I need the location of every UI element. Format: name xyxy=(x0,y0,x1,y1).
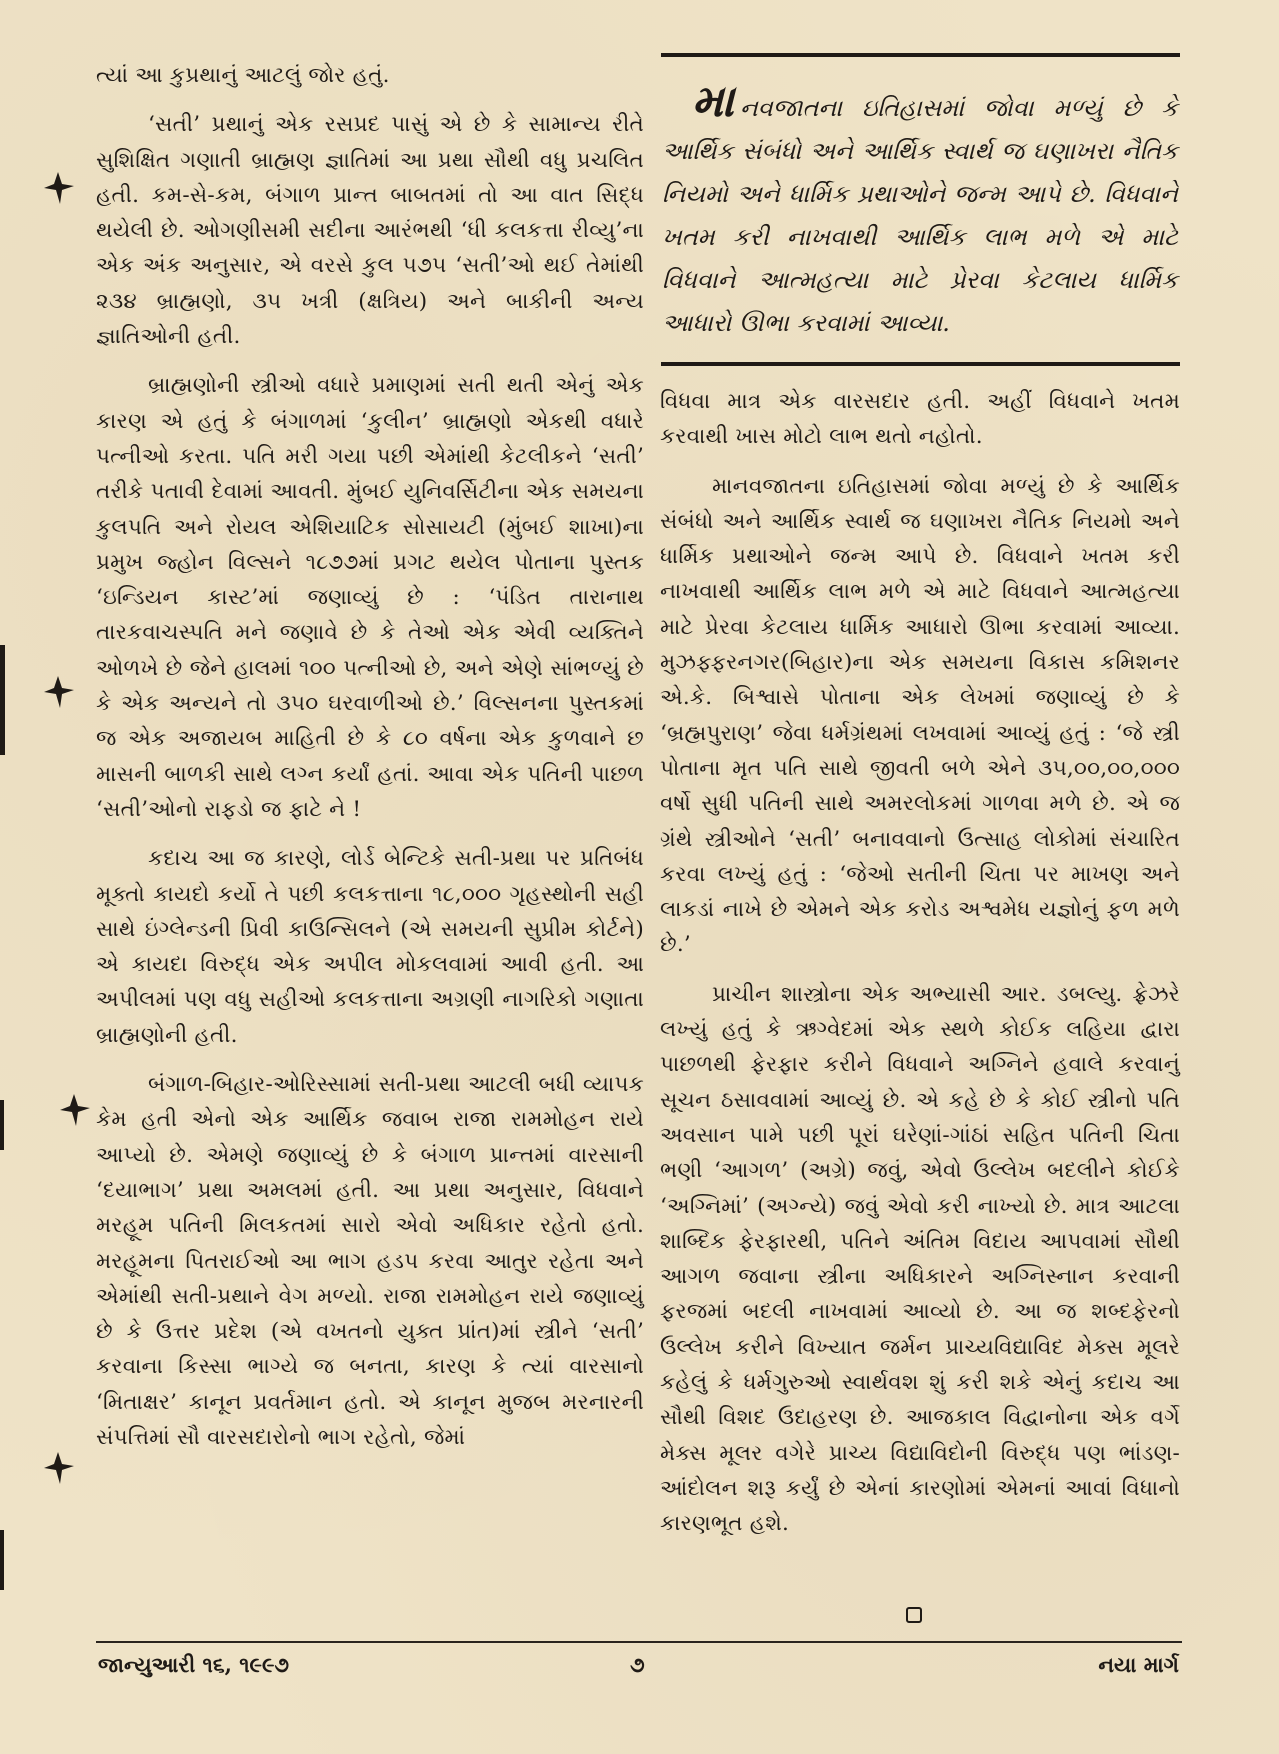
page-edge-mark xyxy=(0,1530,4,1590)
pullquote-text: નવજાતના ઇતિહાસમાં જોવા મળ્યું છે કે આર્થિક સંબંધો અને આર્થિક સ્વાર્થ જ ઘણાખરા નૈતિક નિયમો અને ધાર્મિક પ્રથાઓને જન્મ આપે છે. વિધવાને ખતમ કરી નાખવાથી આર્થિક લાભ મળે એ માટે વિધવાને આત્મહત્યા માટે પ્રેરવા કેટલાય ધાર્મિક આધારો ઊભા કરવામાં આવ્યા. xyxy=(662,94,1178,337)
publication-name: નયા માર્ગ xyxy=(1098,1652,1179,1677)
paragraph: ત્યાં આ કુપ્રથાનું આટલું જોર હતું. xyxy=(96,63,390,88)
binding-hole-icon xyxy=(38,1448,78,1488)
paragraph: બંગાળ-બિહાર-ઓરિસ્સામાં સતી-પ્રથા આટલી બધી વ્યાપક કેમ હતી એનો એક આર્થિક જવાબ રાજા રામમોહન રાયે આપ્યો છે. એમણે જણાવ્યું છે કે બંગાળ પ્રાન્તમાં વારસાની ‘દયાભાગ’ પ્રથા અમલમાં હતી. આ પ્રથા અનુસાર, વિધવાને મરહૂમ પતિની મિલકતમાં સારો એવો અધિકાર રહેતો હતો. મરહૂમના પિતરાઈઓ આ ભાગ હડપ કરવા આતુર રહેતા અને એમાંથી સતી-પ્રથાને વેગ મળ્યો. રાજા રામમોહન રાયે જણાવ્યું છે કે ઉત્તર પ્રદેશ (એ વખતનો યુક્ત પ્રાંત)માં સ્ત્રીને ‘સતી’ કરવાના કિસ્સા ભાગ્યે જ બનતા, કારણ કે ત્યાં વારસાનો ‘મિતાક્ષર’ કાનૂન પ્રવર્તમાન હતો. એ કાનૂન મુજબ મરનારની સંપત્તિમાં સૌ વારસદારોનો ભાગ રહેતો, જેમાં xyxy=(96,1072,644,1450)
paragraph: ‘સતી’ પ્રથાનું એક રસપ્રદ પાસું એ છે કે સામાન્ય રીતે સુશિક્ષિત ગણાતી બ્રાહ્મણ જ્ઞાતિમાં આ પ્રથા સૌથી વધુ પ્રચલિત હતી. કમ-સે-કમ, બંગાળ પ્રાન્ત બાબતમાં તો આ વાત સિદ્ધ થયેલી છે. ઓગણીસમી સદીના આરંભથી ‘ધી કલકત્તા રીવ્યુ’ના એક અંક અનુસાર, એ વરસે કુલ ૫૭૫ ‘સતી’ઓ થઈ તેમાંથી ૨૩૪ બ્રાહ્મણો, ૩૫ ખત્રી (ક્ષત્રિય) અને બાકીની અન્ય જ્ઞાતિઓની હતી. xyxy=(96,112,644,350)
pullquote-dropcap: મા xyxy=(692,76,734,127)
footer-date: જાન્યુઆરી ૧૬, ૧૯૯૭ xyxy=(98,1652,289,1677)
end-of-article-icon xyxy=(906,1607,922,1623)
right-column xyxy=(660,384,1180,1556)
pullquote-bottom-rule xyxy=(661,362,1180,366)
paragraph: વિધવા માત્ર એક વારસદાર હતી. અહીં વિધવાને ખતમ કરવાથી ખાસ મોટો લાભ થતો નહોતો. xyxy=(660,389,1180,450)
paragraph: માનવજાતના ઇતિહાસમાં જોવા મળ્યું છે કે આર્થિક સંબંધો અને આર્થિક સ્વાર્થ જ ઘણાખરા નૈતિક નિયમો અને ધાર્મિક પ્રથાઓને જન્મ આપે છે. વિધવાને ખતમ કરી નાખવાથી આર્થિક લાભ મળે એ માટે વિધવાને આત્મહત્યા માટે પ્રેરવા કેટલાય ધાર્મિક આધારો ઊભા કરવામાં આવ્યા. મુઝફ્ફરનગર(બિહાર)ના એક સમયના વિકાસ કમિશનર એ.કે. બિશ્વાસે પોતાના એક લેખમાં જણાવ્યું છે કે ‘બ્રહ્મપુરાણ’ જેવા ધર્મગ્રંથમાં લખવામાં આવ્યું હતું : ‘જે સ્ત્રી પોતાના મૃત પતિ સાથે જીવતી બળે એને ૩૫,૦૦,૦૦,૦૦૦ વર્ષો સુધી પતિની સાથે અમરલોકમાં ગાળવા મળે છે. એ જ ગ્રંથે સ્ત્રીઓને ‘સતી’ બનાવવાનો ઉત્સાહ લોકોમાં સંચારિત કરવા લખ્યું હતું : ‘જેઓ સતીની ચિતા પર માખણ અને લાકડાં નાખે છે એમને એક કરોડ અશ્વમેધ યજ્ઞોનું ફળ મળે છે.’ xyxy=(660,473,1180,958)
pullquote-top-rule xyxy=(661,53,1180,57)
binding-hole-icon xyxy=(54,1090,94,1130)
page-edge-mark xyxy=(0,1100,4,1150)
page-number: ૭ xyxy=(630,1652,645,1677)
left-column xyxy=(96,58,644,1469)
paragraph: બ્રાહ્મણોની સ્ત્રીઓ વધારે પ્રમાણમાં સતી થતી એનું એક કારણ એ હતું કે બંગાળમાં ‘કુલીન’ બ્રાહ્મણો એકથી વધારે પત્નીઓ કરતા. પતિ મરી ગયા પછી એમાંથી કેટલીકને ‘સતી’ તરીકે પતાવી દેવામાં આવતી. મુંબઈ યુનિવર્સિટીના એક સમયના કુલપતિ અને રોયલ એશિયાટિક સોસાયટી (મુંબઈ શાખા)ના પ્રમુખ જ્હોન વિલ્સને ૧૮૭૭માં પ્રગટ થયેલ પોતાના પુસ્તક ‘ઇન્ડિયન કાસ્ટ’માં જણાવ્યું છે : ‘પંડિત તારાનાથ તારકવાચસ્પતિ મને જણાવે છે કે તેઓ એક એવી વ્યક્તિને ઓળખે છે જેને હાલમાં ૧૦૦ પત્નીઓ છે, અને એણે સાંભળ્યું છે કે એક અન્યને તો ૩૫૦ ઘરવાળીઓ છે.’ વિલ્સનના પુસ્તકમાં જ એક અજાયબ માહિતી છે કે ૮૦ વર્ષના એક કુળવાને છ માસની બાળકી સાથે લગ્ન કર્યાં હતાં. આવા એક પતિની પાછળ ‘સતી’ઓનો રાફડો જ ફાટે ને ! xyxy=(96,373,644,822)
pullquote xyxy=(662,76,1178,345)
binding-hole-icon xyxy=(38,168,78,208)
footer-rule xyxy=(96,1641,1182,1643)
page-edge-mark xyxy=(0,645,5,755)
binding-hole-icon xyxy=(38,672,78,712)
paragraph: પ્રાચીન શાસ્ત્રોના એક અભ્યાસી આર. ડબલ્યુ. ફ્રેઝરે લખ્યું હતું કે ઋગ્વેદમાં એક સ્થળે કોઈક લહિયા દ્વારા પાછળથી ફેરફાર કરીને વિધવાને અગ્નિને હવાલે કરવાનું સૂચન ઠસાવવામાં આવ્યું છે. એ કહે છે કે કોઈ સ્ત્રીનો પતિ અવસાન પામે પછી પૂરાં ઘરેણાં-ગાંઠાં સહિત પતિની ચિતા ભણી ‘આગળ’ (અગ્રે) જવું, એવો ઉલ્લેખ બદલીને કોઈકે ‘અગ્નિમાં’ (અગ્ન્યે) જવું એવો કરી નાખ્યો છે. માત્ર આટલા શાબ્દિક ફેરફારથી, પતિને અંતિમ વિદાય આપવામાં સૌથી આગળ જવાના સ્ત્રીના અધિકારને અગ્નિસ્નાન કરવાની ફરજમાં બદલી નાખવામાં આવ્યો છે. આ જ શબ્દફેરનો ઉલ્લેખ કરીને વિખ્યાત જર્મન પ્રાચ્યવિદ્યાવિદ મેક્સ મૂલરે કહેલું કે ધર્મગુરુઓ સ્વાર્થવશ શું કરી શકે એનું કદાચ આ સૌથી વિશદ ઉદાહરણ છે. આજકાલ વિદ્વાનોના એક વર્ગે મેક્સ મૂલર વગેરે પ્રાચ્ય વિદ્યાવિદોની વિરુદ્ધ પણ ભાંડણ-આંદોલન શરૂ કર્યું છે એનાં કારણોમાં એમનાં આવાં વિધાનો કારણભૂત હશે. xyxy=(660,981,1180,1537)
paragraph: કદાચ આ જ કારણે, લોર્ડ બેન્ટિકે સતી-પ્રથા પર પ્રતિબંધ મૂક્તો કાયદો કર્યો તે પછી કલકત્તાના ૧૮,૦૦૦ ગૃહસ્થોની સહી સાથે ઇંગ્લેન્ડની પ્રિવી કાઉન્સિલને (એ સમયની સુપ્રીમ કોર્ટને) એ કાયદા વિરુદ્ધ એક અપીલ મોકલવામાં આવી હતી. આ અપીલમાં પણ વધુ સહીઓ કલકત્તાના અગ્રણી નાગરિકો ગણાતા બ્રાહ્મણોની હતી. xyxy=(96,846,644,1048)
